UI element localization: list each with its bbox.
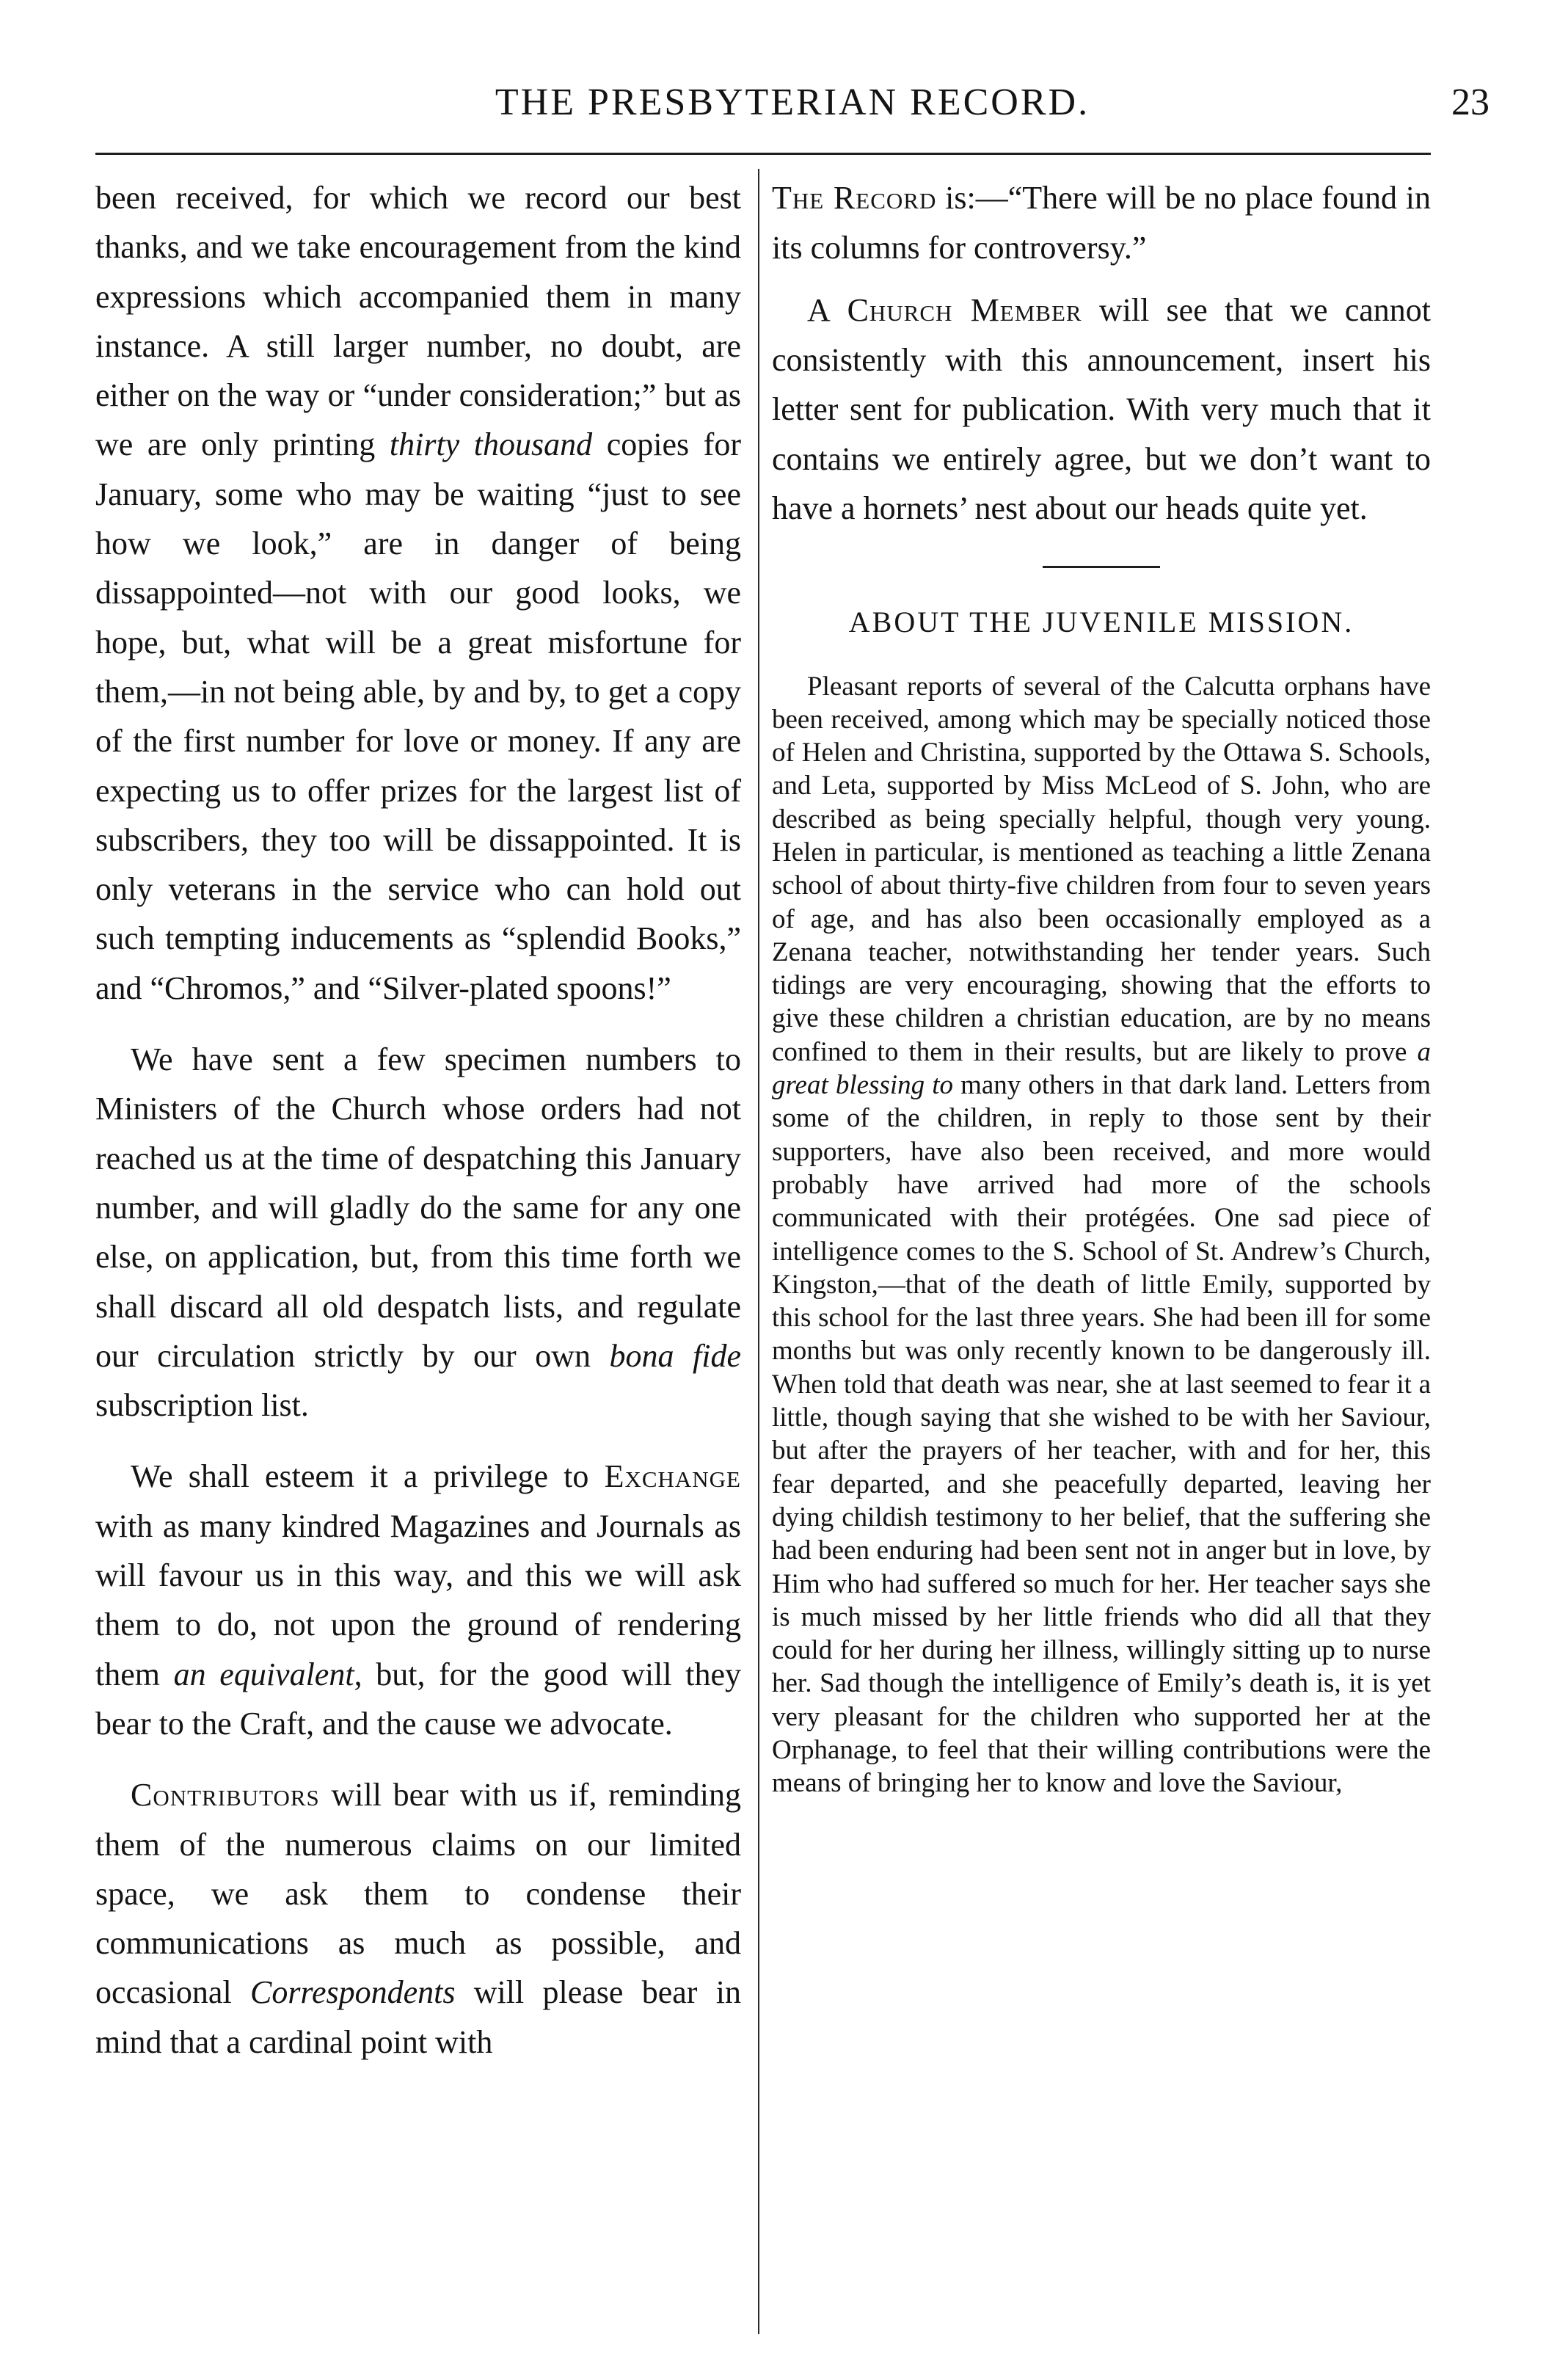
page-number: 23: [1451, 81, 1489, 123]
running-title: THE PRESBYTERIAN RECORD.: [495, 81, 1090, 123]
editorial-notes: [772, 173, 1431, 534]
emphasis: thirty thousand: [389, 426, 593, 463]
paragraph-record-quote: [772, 173, 1431, 272]
text-run: many others in that dark land. Letters from some of the children, in reply to those sent by their supporters, have also been received, and more would probably have arrived had more of the schools communicated with their protégées. One sad piece of intelligence comes to the S. School of St. Andrew’s Church, Kingston,—that of the death of little Emily, supported by this school for the last three years. She had been ill for some months but was only recently known to be dangerously ill. When told that death was near, she at last seemed to fear it a little, though saying that she wished to be with her Saviour, but after the prayers of her teacher, with and for her, this fear departed, and she peacefully departed, leaving her dying childish testimony to her belief, that the suffering she had been enduring had been sent not in anger but in love, by Him who had suffered so much for her. Her teacher says she is much missed by her little friends who did all that they could for her during her illness, willingly sitting up to nurse her. Sad though the intelligence of Emily’s death is, it is yet very pleasant for the children who supported her at the Orphanage, to feel that their willing contributions were the means of bringing her to know and love the Saviour,: [772, 1070, 1431, 1799]
text-run: subscription list.: [95, 1387, 309, 1424]
text-run: , but, for the good will they bear to the Craft, and the cause we advocate.: [95, 1656, 741, 1742]
section-heading: ABOUT THE JUVENILE MISSION.: [848, 605, 1354, 639]
text-run: will please bear in mind that a cardinal point with: [95, 1974, 741, 2060]
paragraph-church-member: [772, 285, 1431, 534]
text-run: been received, for which we record our best thanks, and we take encouragement from the kind expressions which accompanied them in many instance. A still larger number, no doubt, are either on the way or “under consideration;” but as we are only printing: [95, 180, 741, 463]
paragraph-juvenile-mission: [772, 670, 1431, 1800]
text-run: Pleasant reports of several of the Calcutta orphans have been received, among which may be specially noticed those of Helen and Christina, supported by the Ottawa S. Schools, and Leta, supported by Miss McLeod of S. John, who are described as being specially helpful, though very young. Helen in particular, is mentioned as teaching a little Zenana school of about thirty-five children from four to seven years of age, and has also been occasionally employed as a Zenana teacher, notwithstanding her tender years. Such tidings are very encouraging, showing that the efforts to give these children a christian education, are by no means confined to them in their results, but are likely to prove: [772, 671, 1431, 1067]
page-header: [95, 73, 1489, 139]
emphasis: a great blessing to: [772, 1036, 1431, 1101]
text-run: We shall esteem it a privilege to: [131, 1458, 605, 1495]
emphasis: bona fide: [609, 1337, 742, 1374]
small-caps-term: Exchange: [604, 1458, 741, 1495]
header-rule: [95, 153, 1431, 155]
text-run: will see that we cannot consistently with this announcement, insert his letter sent for publication. With very much that it contains we entirely agree, but we don’t want to have a hornets’ nest about our heads quite yet.: [772, 292, 1432, 526]
paragraph-specimen-numbers: [95, 1035, 741, 1430]
small-caps-term: A Church Member: [807, 292, 1082, 328]
small-caps-term: Contributors: [131, 1777, 320, 1814]
column-divider: [758, 169, 759, 2334]
text-run: We have sent a few specimen numbers to Ministers of the Church whose orders had not reached us at the time of despatching this January number, and will gladly do the same for any one else, on application, but, from this time forth we shall discard all old despatch lists, and regulate our circulation strictly by our own: [95, 1041, 741, 1374]
paragraph-acknowledgement: [95, 173, 741, 1013]
small-caps-term: The Record: [772, 180, 937, 216]
left-column: [95, 173, 741, 2067]
paragraph-contributors: [95, 1770, 741, 2067]
text-run: will bear with us if, reminding them of the numerous claims on our limited space, we ask them to condense their communications as much as possible, and occasional: [95, 1777, 741, 2011]
text-run: is:—“There will be no place found in its columns for controversy.”: [772, 180, 1431, 266]
emphasis: Correspondents: [249, 1974, 456, 2011]
text-run: with as many kindred Magazines and Journals as will favour us in this way, and this we will ask them to do, not upon the ground of rendering them: [95, 1507, 741, 1692]
right-column: [772, 173, 1431, 1800]
emphasis: an equivalent: [173, 1656, 354, 1692]
section-separator: [1043, 566, 1160, 568]
paragraph-exchange: [95, 1452, 741, 1748]
text-run: copies for January, some who may be waiting “just to see how we look,” are in danger of being dissappointed—not with our good looks, we hope, but, what will be a great misfortune for them,—in not being able, by and by, to get a copy of the first number for love or money. If any are expecting us to offer prizes for the largest list of subscribers, they too will be dissappointed. It is only veterans in the service who can hold out such tempting inducements as “splendid Books,” and “Chromos,” and “Silver-plated spoons!”: [95, 426, 741, 1006]
